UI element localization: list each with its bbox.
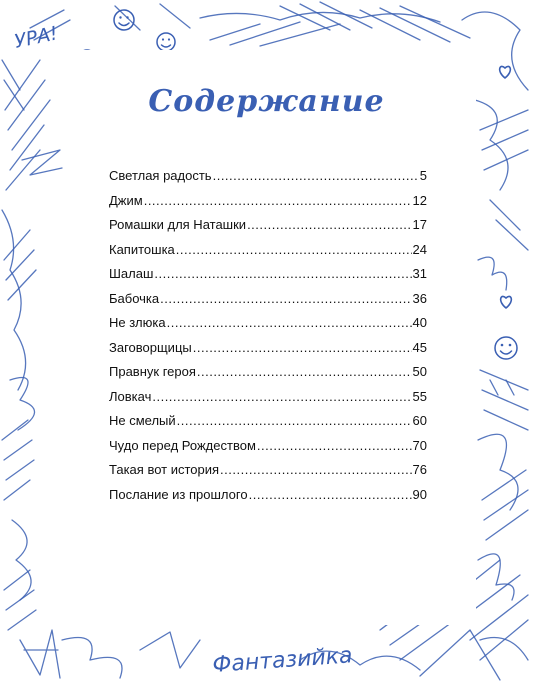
toc-entry-page: 36: [412, 290, 427, 306]
toc-entry-page: 5: [419, 168, 427, 183]
toc-entry-title: Джим: [109, 192, 143, 208]
doodle-text-ura: УРА!: [12, 22, 60, 53]
toc-dot-leader: [193, 340, 412, 355]
toc-dot-leader: [160, 291, 411, 306]
toc-entry-title: Ромашки для Наташки: [109, 217, 247, 232]
toc-dot-leader: [144, 193, 412, 208]
toc-entry-page: 24: [412, 241, 427, 257]
toc-entry-page: 50: [412, 364, 427, 379]
toc-dot-leader: [247, 217, 411, 232]
toc-dot-leader: [257, 438, 412, 453]
toc-entry: [109, 389, 427, 414]
toc-dot-leader: [152, 389, 411, 404]
toc-entry-title: Заговорщицы: [109, 339, 192, 355]
toc-entry: [109, 217, 427, 242]
toc-entry-page: 12: [412, 192, 427, 208]
toc-entry: [109, 315, 427, 340]
toc-entry-title: Шалаш: [109, 266, 154, 281]
toc-entry-page: 90: [412, 486, 427, 502]
toc-entry-title: Капитошка: [109, 241, 175, 257]
toc-dot-leader: [167, 315, 412, 330]
toc-dot-leader: [177, 413, 412, 428]
heart-icon: [500, 66, 511, 78]
toc-entry: [109, 487, 427, 512]
page-title: Содержание: [148, 84, 385, 119]
toc-entry-page: 31: [412, 266, 427, 281]
toc-entry-page: 45: [412, 339, 427, 355]
heart-icon: [501, 296, 512, 308]
toc-entry-page: 40: [412, 315, 427, 330]
toc-entry-page: 55: [412, 388, 427, 404]
toc-entry: [109, 168, 427, 193]
toc-entry: [109, 242, 427, 267]
toc-entry-page: 60: [412, 413, 427, 428]
toc-dot-leader: [249, 487, 412, 502]
toc-entry-title: Не смелый: [109, 413, 176, 428]
toc-entry-title: Послание из прошлого: [109, 486, 248, 502]
toc-entry-title: Светлая радость: [109, 168, 212, 183]
toc-entry: [109, 291, 427, 316]
table-of-contents: [109, 168, 427, 511]
toc-entry-title: Бабочка: [109, 290, 160, 306]
toc-entry-page: 76: [412, 462, 427, 477]
toc-entry-page: 17: [412, 217, 427, 232]
toc-entry-title: Чудо перед Рождеством: [109, 437, 256, 453]
smiley-icon: [495, 337, 517, 359]
toc-entry-page: 70: [412, 437, 427, 453]
doodle-text-fantaziyka: Фантазийка: [211, 643, 354, 678]
toc-entry: [109, 340, 427, 365]
toc-dot-leader: [154, 266, 411, 281]
toc-dot-leader: [213, 168, 419, 183]
toc-entry: [109, 266, 427, 291]
toc-entry: [109, 438, 427, 463]
toc-dot-leader: [197, 364, 412, 379]
toc-entry: [109, 364, 427, 389]
toc-entry: [109, 462, 427, 487]
toc-entry-title: Правнук героя: [109, 364, 196, 379]
toc-entry: [109, 413, 427, 438]
toc-dot-leader: [220, 462, 411, 477]
toc-dot-leader: [176, 242, 412, 257]
toc-entry-title: Такая вот история: [109, 462, 220, 477]
toc-entry: [109, 193, 427, 218]
smiley-icon: [114, 10, 134, 30]
toc-entry-title: Ловкач: [109, 388, 152, 404]
smiley-icon: [157, 33, 175, 51]
toc-entry-title: Не злюка: [109, 315, 166, 330]
